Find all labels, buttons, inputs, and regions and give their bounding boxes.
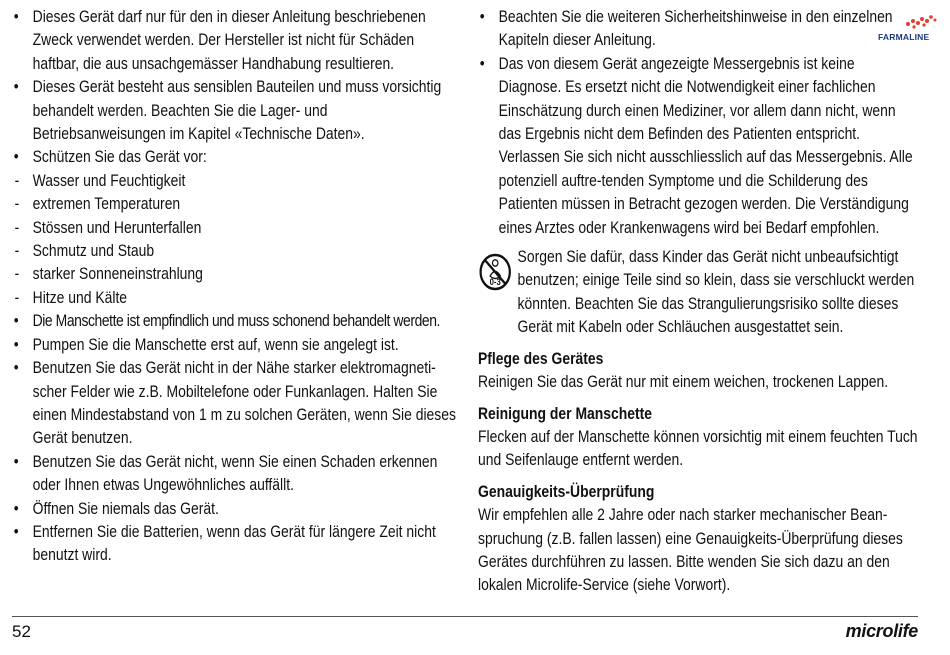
safety-list-2 (12, 310, 460, 567)
care-section (478, 348, 918, 395)
choking-warning (478, 246, 918, 340)
list-item: • Benutzen Sie das Gerät nicht in der Nähe starker elektromagneti-scher Felder wie z.B. Mobiltelefone oder Funkanlagen. Halten Sie einen Mindestabstand von 1 m zu solchen Geräten, wenn Sie dieses Gerät benutzen. (12, 357, 460, 451)
accuracy-section (478, 481, 918, 598)
age-label: 0-3 (489, 276, 501, 288)
child-warning-icon (478, 252, 512, 296)
warning-text: Sorgen Sie dafür, dass Kinder das Gerät nicht unbeaufsichtigt benutzen; einige Teile sind so klein, dass sie verschluckt werden könnten. Beachten Sie das Strangulierungsrisiko sollte dieses Gerät mit Kabeln oder Schläuchen ausgestattet sein. (517, 248, 915, 337)
list-item: • Das von diesem Gerät angezeigte Messergebnis ist keine Diagnose. Es ersetzt nicht die Notwendigkeit einer fachlichen Einschätzung durch einen Mediziner, vor allem dann nicht, wenn das Ergebnis nicht dem Befinden des Patienten entspricht. Verlassen Sie sich nicht ausschliesslich auf das Messergebnis. Alle potenziell auftre-tenden Symptome und die Schilderung des Patienten müssen in Betracht gezogen werden. Die Verständigung eines Arztes oder Krankenwagens wird bei Bedarf empfohlen. (478, 53, 918, 240)
list-item: • Entfernen Sie die Batterien, wenn das Gerät für längere Zeit nicht benutzt wird. (12, 521, 460, 568)
list-item: - extremen Temperaturen (12, 193, 460, 216)
footer-divider (12, 616, 918, 617)
list-item: • Dieses Gerät besteht aus sensiblen Bauteilen und muss vorsichtig behandelt werden. Beachten Sie die Lager- und Betriebsanweisungen im Kapitel «Technische Daten». (12, 76, 460, 146)
section-heading: Genauigkeits-Überprüfung (478, 482, 655, 501)
list-item: - Stössen und Herunterfallen (12, 217, 460, 240)
left-column (12, 6, 460, 568)
list-item: • Schützen Sie das Gerät vor: (12, 146, 460, 169)
page-number: 52 (12, 622, 31, 641)
list-item: • Benutzen Sie das Gerät nicht, wenn Sie einen Schaden erkennen oder Ihnen etwas Ungewöhnliches auffällt. (12, 451, 460, 498)
section-body: Flecken auf der Manschette können vorsichtig mit einem feuchten Tuch und Seifenlauge entfernt werden. (478, 427, 918, 470)
list-item: - Wasser und Feuchtigkeit (12, 170, 460, 193)
section-heading: Reinigung der Manschette (478, 404, 653, 423)
safety-list (12, 6, 460, 170)
section-body: Reinigen Sie das Gerät nur mit einem weichen, trockenen Lappen. (478, 373, 889, 392)
list-item: • Die Manschette ist empfindlich und muss schonend behandelt werden. (12, 310, 460, 333)
list-item: • Pumpen Sie die Manschette erst auf, wenn sie angelegt ist. (12, 334, 460, 357)
list-item: • Öffnen Sie niemals das Gerät. (12, 498, 460, 521)
list-item: • Dieses Gerät darf nur für den in dieser Anleitung beschriebenen Zweck verwendet werden. Der Hersteller ist nicht für Schäden haftbar, die aus unsachgemässer Handhabung resultieren. (12, 6, 460, 76)
right-column (478, 6, 918, 598)
logo-text: FARMALINE (878, 32, 930, 42)
list-item: - starker Sonneneinstrahlung (12, 263, 460, 286)
list-item: - Hitze und Kälte (12, 287, 460, 310)
section-heading: Pflege des Gerätes (478, 349, 604, 368)
section-body: Wir empfehlen alle 2 Jahre oder nach starker mechanischer Bean-spruchung (z.B. fallen lassen) eine Genauigkeits-Überprüfung dieses Gerätes durchführen zu lassen. Bitte wenden Sie sich dazu an den lokalen Microlife-Service (siehe Vorwort). (478, 506, 903, 595)
protect-list (12, 170, 460, 310)
list-item: - Schmutz und Staub (12, 240, 460, 263)
safety-list-right (478, 6, 918, 240)
list-item: • Beachten Sie die weiteren Sicherheitshinweise in den einzelnen Kapiteln dieser Anleitung. (478, 6, 918, 53)
brand-logo: microlife (845, 621, 918, 641)
cuff-cleaning-section (478, 403, 918, 473)
